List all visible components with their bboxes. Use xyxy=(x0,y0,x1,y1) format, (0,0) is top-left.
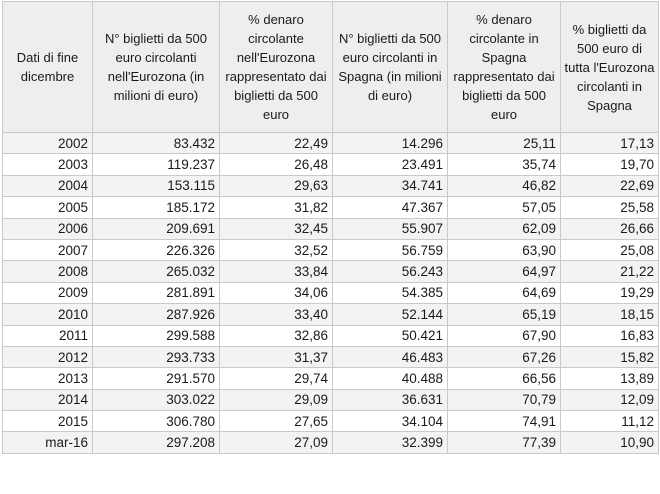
cell-date: 2003 xyxy=(3,154,93,175)
cell-spain-count: 56.243 xyxy=(333,261,448,282)
cell-spain-share: 11,12 xyxy=(561,411,659,432)
cell-eurozone-percent: 32,45 xyxy=(220,218,333,239)
table-row xyxy=(3,368,659,389)
table-body xyxy=(3,133,659,454)
header-row xyxy=(3,2,659,133)
cell-spain-count: 46.483 xyxy=(333,346,448,367)
table-row xyxy=(3,154,659,175)
cell-spain-count: 34.741 xyxy=(333,175,448,196)
cell-spain-count: 55.907 xyxy=(333,218,448,239)
cell-eurozone-count: 209.691 xyxy=(93,218,220,239)
table-row xyxy=(3,133,659,154)
header-eurozone-count: N° biglietti da 500 euro circolanti nell'Eurozona (in milioni di euro) xyxy=(93,2,220,133)
cell-eurozone-percent: 29,63 xyxy=(220,175,333,196)
cell-eurozone-count: 299.588 xyxy=(93,325,220,346)
cell-spain-count: 56.759 xyxy=(333,239,448,260)
cell-spain-count: 34.104 xyxy=(333,411,448,432)
cell-spain-count: 40.488 xyxy=(333,368,448,389)
cell-spain-percent: 67,26 xyxy=(448,346,561,367)
cell-date: 2014 xyxy=(3,389,93,410)
cell-spain-share: 26,66 xyxy=(561,218,659,239)
table-row xyxy=(3,197,659,218)
table-row xyxy=(3,261,659,282)
cell-eurozone-count: 83.432 xyxy=(93,133,220,154)
cell-spain-percent: 62,09 xyxy=(448,218,561,239)
cell-eurozone-count: 185.172 xyxy=(93,197,220,218)
cell-spain-share: 16,83 xyxy=(561,325,659,346)
cell-eurozone-percent: 26,48 xyxy=(220,154,333,175)
cell-date: 2004 xyxy=(3,175,93,196)
cell-spain-percent: 35,74 xyxy=(448,154,561,175)
cell-spain-count: 14.296 xyxy=(333,133,448,154)
cell-spain-count: 36.631 xyxy=(333,389,448,410)
table-row xyxy=(3,239,659,260)
cell-date: 2006 xyxy=(3,218,93,239)
cell-eurozone-percent: 27,65 xyxy=(220,411,333,432)
cell-spain-share: 13,89 xyxy=(561,368,659,389)
cell-spain-percent: 66,56 xyxy=(448,368,561,389)
cell-eurozone-percent: 33,84 xyxy=(220,261,333,282)
header-date: Dati di fine dicembre xyxy=(3,2,93,133)
cell-eurozone-percent: 31,37 xyxy=(220,346,333,367)
table-row xyxy=(3,304,659,325)
cell-spain-percent: 46,82 xyxy=(448,175,561,196)
cell-spain-share: 19,70 xyxy=(561,154,659,175)
cell-date: 2010 xyxy=(3,304,93,325)
cell-spain-count: 54.385 xyxy=(333,282,448,303)
cell-date: mar-16 xyxy=(3,432,93,453)
cell-eurozone-count: 287.926 xyxy=(93,304,220,325)
cell-eurozone-count: 226.326 xyxy=(93,239,220,260)
cell-spain-share: 22,69 xyxy=(561,175,659,196)
cell-date: 2007 xyxy=(3,239,93,260)
table-row xyxy=(3,282,659,303)
cell-date: 2005 xyxy=(3,197,93,218)
cell-spain-percent: 70,79 xyxy=(448,389,561,410)
banknote-table-container xyxy=(2,1,658,493)
header-spain-count: N° biglietti da 500 euro circolanti in Spagna (in milioni di euro) xyxy=(333,2,448,133)
cell-eurozone-count: 303.022 xyxy=(93,389,220,410)
cell-spain-percent: 77,39 xyxy=(448,432,561,453)
cell-spain-percent: 65,19 xyxy=(448,304,561,325)
cell-eurozone-percent: 33,40 xyxy=(220,304,333,325)
cell-eurozone-count: 153.115 xyxy=(93,175,220,196)
cell-spain-share: 25,08 xyxy=(561,239,659,260)
cell-eurozone-percent: 32,86 xyxy=(220,325,333,346)
table-row xyxy=(3,411,659,432)
banknote-circulation-table xyxy=(2,1,659,454)
cell-spain-count: 23.491 xyxy=(333,154,448,175)
table-row xyxy=(3,389,659,410)
cell-spain-share: 12,09 xyxy=(561,389,659,410)
cell-spain-percent: 63,90 xyxy=(448,239,561,260)
cell-eurozone-percent: 32,52 xyxy=(220,239,333,260)
cell-eurozone-percent: 27,09 xyxy=(220,432,333,453)
table-row xyxy=(3,325,659,346)
cell-spain-share: 25,58 xyxy=(561,197,659,218)
table-row xyxy=(3,432,659,453)
cell-eurozone-percent: 29,74 xyxy=(220,368,333,389)
cell-date: 2008 xyxy=(3,261,93,282)
cell-spain-percent: 25,11 xyxy=(448,133,561,154)
cell-eurozone-count: 265.032 xyxy=(93,261,220,282)
cell-spain-share: 15,82 xyxy=(561,346,659,367)
cell-spain-count: 50.421 xyxy=(333,325,448,346)
cell-date: 2015 xyxy=(3,411,93,432)
cell-eurozone-count: 119.237 xyxy=(93,154,220,175)
cell-spain-share: 21,22 xyxy=(561,261,659,282)
table-row xyxy=(3,218,659,239)
header-eurozone-percent: % denaro circolante nell'Eurozona rappresentato dai biglietti da 500 euro xyxy=(220,2,333,133)
cell-eurozone-percent: 34,06 xyxy=(220,282,333,303)
cell-spain-share: 17,13 xyxy=(561,133,659,154)
cell-date: 2013 xyxy=(3,368,93,389)
cell-date: 2009 xyxy=(3,282,93,303)
cell-spain-share: 10,90 xyxy=(561,432,659,453)
cell-spain-percent: 64,97 xyxy=(448,261,561,282)
table-row xyxy=(3,175,659,196)
cell-date: 2011 xyxy=(3,325,93,346)
cell-spain-percent: 57,05 xyxy=(448,197,561,218)
cell-date: 2012 xyxy=(3,346,93,367)
header-spain-percent: % denaro circolante in Spagna rappresentato dai biglietti da 500 euro xyxy=(448,2,561,133)
cell-eurozone-percent: 22,49 xyxy=(220,133,333,154)
cell-eurozone-count: 306.780 xyxy=(93,411,220,432)
cell-spain-count: 52.144 xyxy=(333,304,448,325)
cell-eurozone-percent: 31,82 xyxy=(220,197,333,218)
cell-eurozone-count: 281.891 xyxy=(93,282,220,303)
cell-eurozone-count: 291.570 xyxy=(93,368,220,389)
cell-spain-share: 19,29 xyxy=(561,282,659,303)
cell-eurozone-count: 293.733 xyxy=(93,346,220,367)
cell-spain-share: 18,15 xyxy=(561,304,659,325)
header-spain-share: % biglietti da 500 euro di tutta l'Eurozona circolanti in Spagna xyxy=(561,2,659,133)
cell-spain-count: 32.399 xyxy=(333,432,448,453)
cell-eurozone-count: 297.208 xyxy=(93,432,220,453)
table-row xyxy=(3,346,659,367)
cell-spain-percent: 74,91 xyxy=(448,411,561,432)
cell-eurozone-percent: 29,09 xyxy=(220,389,333,410)
cell-spain-count: 47.367 xyxy=(333,197,448,218)
cell-spain-percent: 64,69 xyxy=(448,282,561,303)
cell-date: 2002 xyxy=(3,133,93,154)
cell-spain-percent: 67,90 xyxy=(448,325,561,346)
